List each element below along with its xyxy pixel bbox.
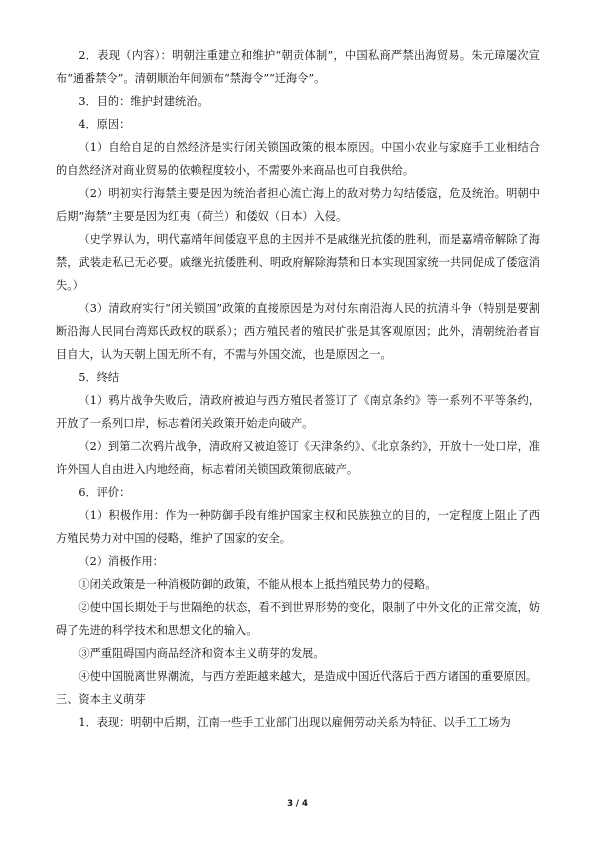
paragraph: （1）自给自足的自然经济是实行闭关锁国政策的根本原因。中国小农业与家庭手工业相结合的自然经济对商业贸易的依赖程度较小，不需要外来商品也可自我供给。 (56, 141, 540, 177)
document-page (56, 44, 540, 734)
paragraph: ①闭关政策是一种消极防御的政策，不能从根本上抵挡殖民势力的侵略。 (78, 578, 437, 591)
paragraph: （3）清政府实行“闭关锁国”政策的直接原因是为对付东南沿海人民的抗清斗争（特别是要割断沿海人民同台湾郑氏政权的联系）；西方殖民者的殖民扩张是其客观原因；此外，清朝统治者盲目自大，认为天朝上国无所不有，不需与外国交流，也是原因之一。 (56, 302, 540, 361)
paragraph: （2）到第二次鸦片战争，清政府又被迫签订《天津条约》、《北京条约》，开放十一处口岸，准许外国人自由进入内地经商，标志着闭关锁国政策彻底破产。 (56, 440, 540, 476)
chapter-heading: 三、资本主义萌芽 (56, 693, 146, 706)
section-heading: 6．评价： (78, 486, 131, 499)
paragraph: （2）明初实行海禁主要是因为统治者担心流亡海上的敌对势力勾结倭寇，危及统治。明朝中后期“海禁”主要是因为红夷（荷兰）和倭奴（日本）入侵。 (56, 187, 540, 223)
paragraph: 3．目的：维护封建统治。 (78, 95, 209, 108)
paragraph: 1．表现：明朝中后期，江南一些手工业部门出现以雇佣劳动关系为特征、以手工工场为 (78, 716, 511, 729)
paragraph: （1）积极作用：作为一种防御手段有维护国家主权和民族独立的目的，一定程度上阻止了西方殖民势力对中国的侵略，维护了国家的安全。 (56, 509, 540, 545)
section-heading: 5．终结 (78, 371, 120, 384)
paragraph: 2．表现（内容）：明朝注重建立和维护“朝贡体制”，中国私商严禁出海贸易。朱元璋屡次宣布“通番禁令”。清朝顺治年间颁布“禁海令”“迁海令”。 (56, 49, 540, 85)
paragraph: ②使中国长期处于与世隔绝的状态，看不到世界形势的变化，限制了中外文化的正常交流，妨碍了先进的科学技术和思想文化的输入。 (56, 601, 540, 637)
page-number: 3 / 4 (287, 799, 308, 809)
paragraph: ③严重阻碍国内商品经济和资本主义萌芽的发展。 (78, 647, 325, 660)
paragraph: （1）鸦片战争失败后，清政府被迫与西方殖民者签订了《南京条约》等一系列不平等条约，开放了一系列口岸，标志着闭关政策开始走向破产。 (56, 394, 540, 430)
paragraph: （史学界认为，明代嘉靖年间倭寇平息的主因并不是戚继光抗倭的胜利，而是嘉靖帝解除了海禁，武装走私已无必要。戚继光抗倭胜利、明政府解除海禁和日本实现国家统一共同促成了倭寇消失。） (56, 233, 540, 292)
paragraph: ④使中国脱离世界潮流，与西方差距越来越大，是造成中国近代落后于西方诸国的重要原因。 (78, 670, 538, 683)
paragraph: （2）消极作用： (78, 555, 164, 568)
section-heading: 4．原因： (78, 118, 131, 131)
